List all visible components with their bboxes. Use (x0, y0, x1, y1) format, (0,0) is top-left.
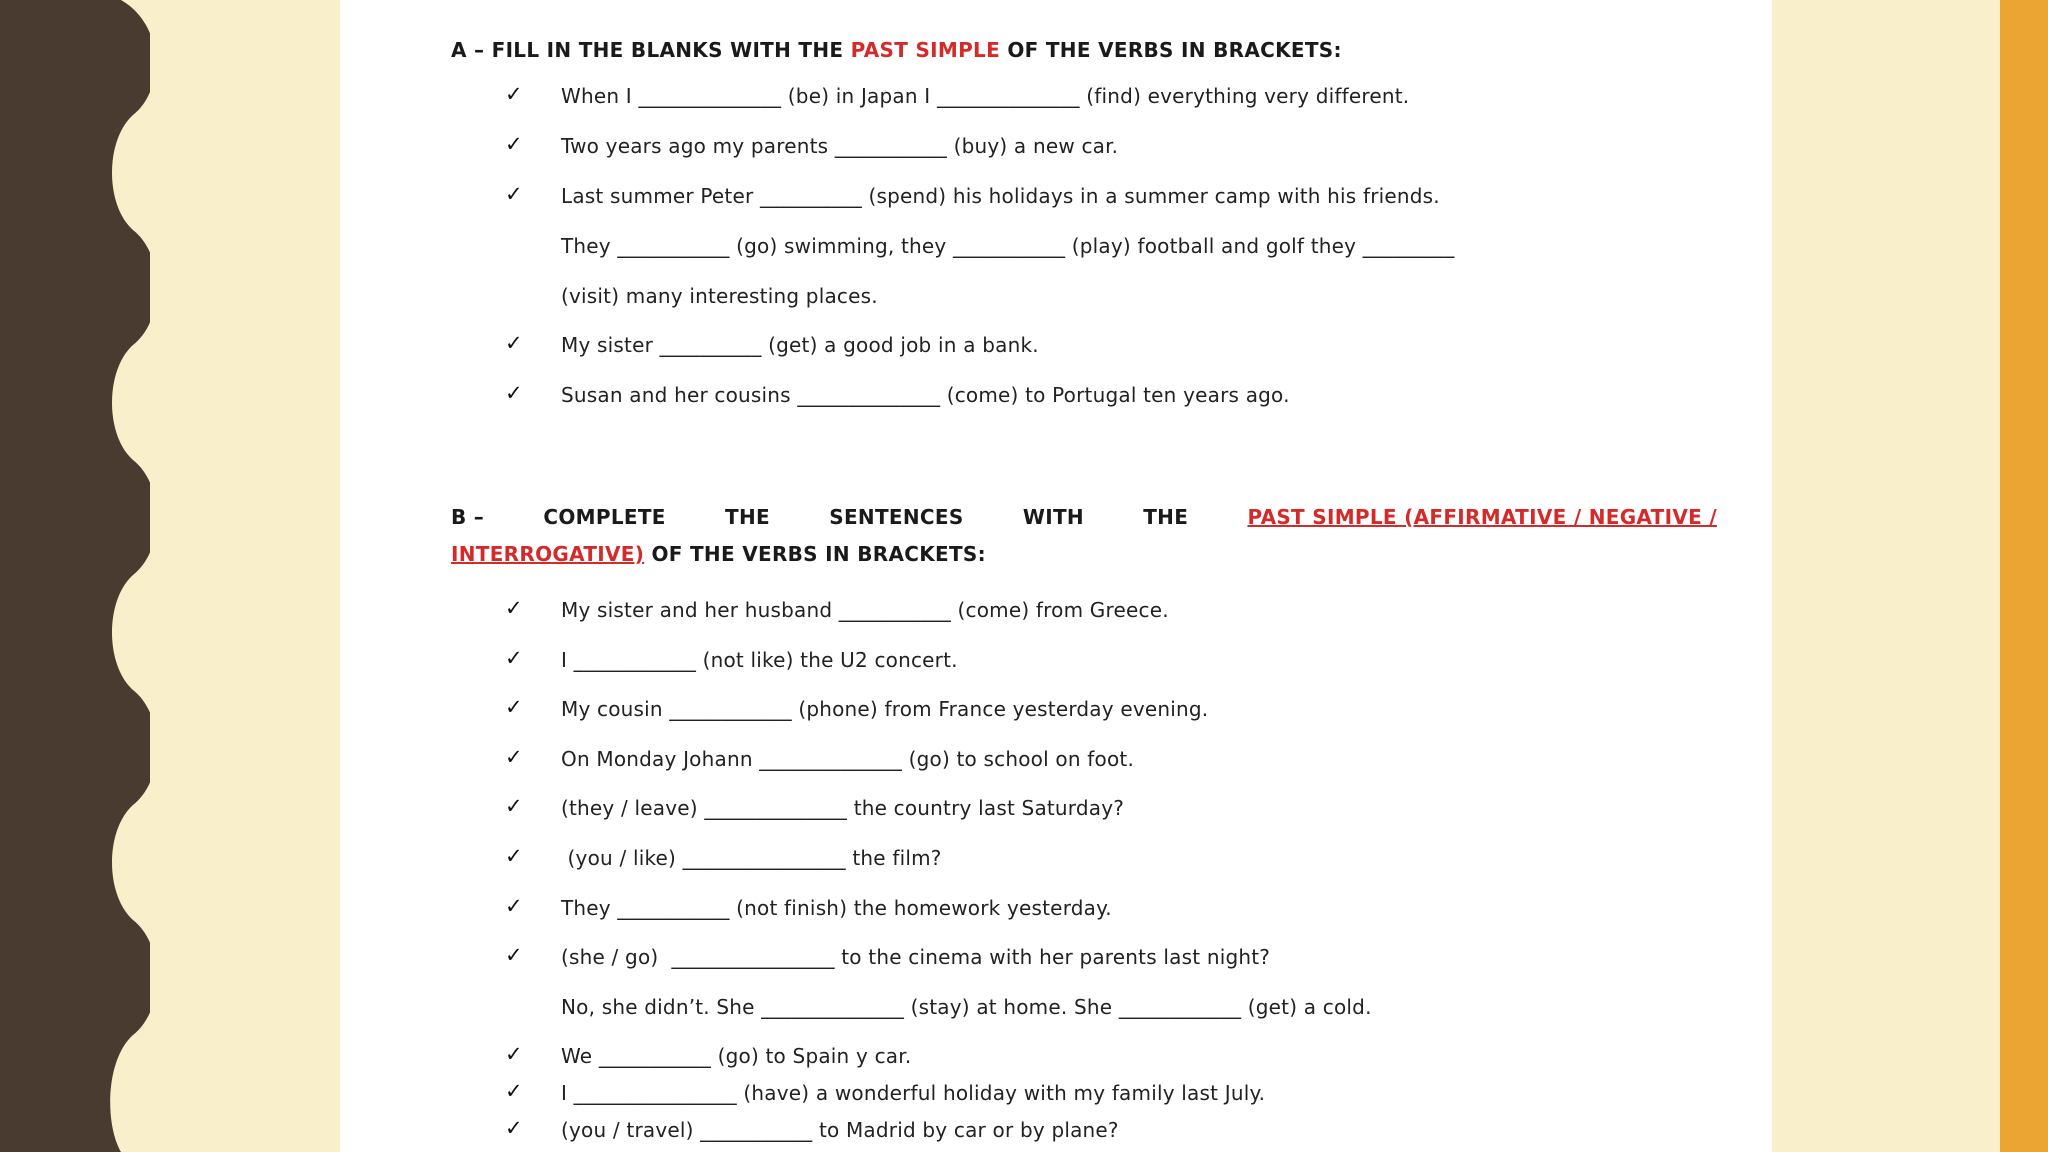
check-icon: ✓ (505, 646, 523, 670)
check-icon: ✓ (505, 82, 523, 106)
check-icon: ✓ (505, 794, 523, 818)
check-icon: ✓ (505, 745, 523, 769)
right-accent-strip (2000, 0, 2048, 1152)
check-icon: ✓ (505, 894, 523, 918)
section-b-heading (451, 505, 2048, 566)
check-icon: ✓ (505, 844, 523, 868)
list-item-continuation: They ___________ (go) swimming, they ___________ (play) football and golf they _________ (561, 234, 1455, 258)
list-item-continuation: (visit) many interesting places. (561, 284, 878, 308)
section-b-heading-line1: B – COMPLETE THE SENTENCES WITH THE PAST SIMPLE (AFFIRMATIVE / NEGATIVE / (451, 505, 1717, 529)
check-icon: ✓ (505, 943, 523, 967)
section-b-heading-line2: INTERROGATIVE) OF THE VERBS IN BRACKETS: (451, 542, 986, 566)
check-icon: ✓ (505, 1042, 523, 1066)
check-icon: ✓ (505, 331, 523, 355)
check-icon: ✓ (505, 182, 523, 206)
check-icon: ✓ (505, 1079, 523, 1103)
wavy-left-border (0, 0, 150, 1152)
check-icon: ✓ (505, 132, 523, 156)
section-a-heading: A – FILL IN THE BLANKS WITH THE PAST SIMPLE OF THE VERBS IN BRACKETS: (451, 38, 1342, 62)
list-item-continuation: No, she didn’t. She ______________ (stay) at home. She ____________ (get) a cold. (561, 995, 1372, 1019)
worksheet-page: A – FILL IN THE BLANKS WITH THE PAST SIMPLE OF THE VERBS IN BRACKETS: ✓ When I ______________ (be) in Japan I ______________ (find) everything very different. ✓ Two years ago my parents ___________ (buy) a new car. ✓ Last summer Peter __________ (spend) his holidays in a summer camp with his friends. They ___________ (go) swimming, they ___________ (play) football and golf they _________ (visit) many interesting places. ✓ My sister __________ (get) a good job in a bank. ✓ Susan and her cousins ______________ (come) to Portugal ten years ago. B – COMPLETE THE SENTENCES WITH THE PAST SIMPLE (AFFIRMATIVE / NEGATIVE / INTERROGATIVE) OF THE VERBS IN BRACKETS: ✓ My sister and her husband ___________ (come) from Greece. ✓ I ____________ (not like) the U2 concert. ✓ My cousin ____________ (phone) from France yesterday evening. ✓ On Monday Johann ______________ (go) to school on foot. ✓ (they / leave) ______________ the country last Saturday? ✓ (you / like) ________________ the film? ✓ They ___________ (not finish) the homework yesterday. ✓ (she / go) ________________ to the cinema with her parents last night? No, she didn’t. She ______________ (stay) at home. She ____________ (get) a cold. ✓ We ___________ (go) to Spain y car. ✓ I ________________ (have) a wonderful holiday with my family last July. ✓ (you / travel) ___________ to Madrid by car or by plane? (340, 0, 1772, 1152)
check-icon: ✓ (505, 695, 523, 719)
check-icon: ✓ (505, 1116, 523, 1140)
check-icon: ✓ (505, 596, 523, 620)
check-icon: ✓ (505, 381, 523, 405)
